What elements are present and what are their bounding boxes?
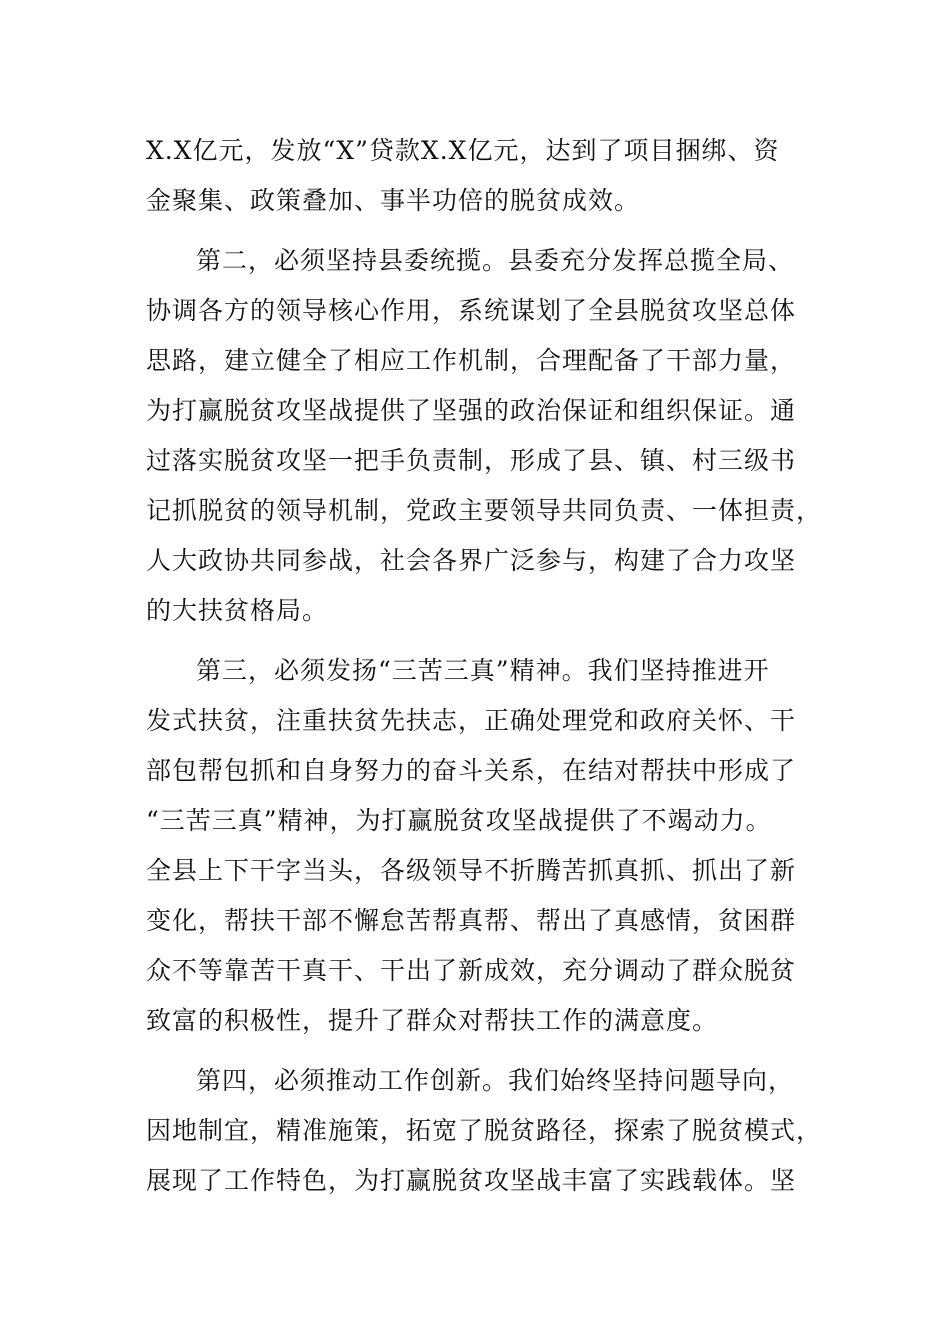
text-line: 因地制宜，精准施策，拓宽了脱贫路径，探索了脱贫模式， xyxy=(146,1116,823,1145)
text-line: 记抓脱贫的领导机制，党政主要领导共同负责、一体担责， xyxy=(146,496,823,525)
text-line: 部包帮包抓和自身努力的奋斗关系，在结对帮扶中形成了 xyxy=(146,756,797,785)
text-line: 过落实脱贫攻坚一把手负责制，形成了县、镇、村三级书 xyxy=(146,446,797,475)
text-line: 致富的积极性，提升了群众对帮扶工作的满意度。 xyxy=(146,1006,719,1035)
text-line: “三苦三真”精神，为打赢脱贫攻坚战提供了不竭动力。 xyxy=(146,806,772,835)
paragraph-start-line: 第三，必须发扬“三苦三真”精神。我们坚持推进开 xyxy=(196,656,770,685)
text-line: 众不等靠苦干真干、干出了新成效，充分调动了群众脱贫 xyxy=(146,956,797,985)
text-line: 协调各方的领导核心作用，系统谋划了全县脱贫攻坚总体 xyxy=(146,296,797,325)
text-line: 全县上下干字当头，各级领导不折腾苦抓真抓、抓出了新 xyxy=(146,856,797,885)
paragraph-start-line: 第四，必须推动工作创新。我们始终坚持问题导向， xyxy=(196,1066,795,1095)
text-line: 人大政协共同参战，社会各界广泛参与，构建了合力攻坚 xyxy=(146,546,797,575)
text-line: 思路，建立健全了相应工作机制，合理配备了干部力量， xyxy=(146,346,797,375)
text-line: 变化，帮扶干部不懈怠苦帮真帮、帮出了真感情，贫困群 xyxy=(146,906,797,935)
text-line: 金聚集、政策叠加、事半功倍的脱贫成效。 xyxy=(146,186,641,215)
text-line: 的大扶贫格局。 xyxy=(146,596,329,625)
paragraph-start-line: 第二，必须坚持县委统揽。县委充分发挥总揽全局、 xyxy=(196,246,795,275)
text-line: 发式扶贫，注重扶贫先扶志，正确处理党和政府关怀、干 xyxy=(146,706,797,735)
text-line: 展现了工作特色，为打赢脱贫攻坚战丰富了实践载体。坚 xyxy=(146,1166,797,1195)
text-line: 为打赢脱贫攻坚战提供了坚强的政治保证和组织保证。通 xyxy=(146,396,797,425)
text-line: X.X亿元，发放“X”贷款X.X亿元，达到了项目捆绑、资 xyxy=(146,136,780,165)
